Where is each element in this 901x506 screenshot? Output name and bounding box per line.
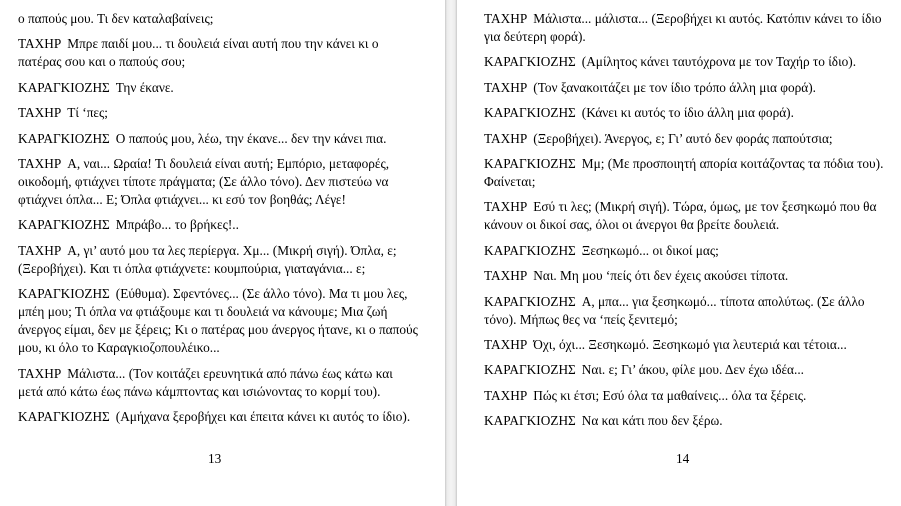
- dialogue-paragraph: [18, 216, 418, 234]
- page-right: [457, 0, 901, 506]
- dialogue-paragraph: [484, 361, 886, 379]
- dialogue-text: (Αμίλητος κάνει ταυτόχρονα με τον Ταχήρ το ίδιο).: [581, 54, 857, 70]
- speaker-name: ΚΑΡΑΓΚΙΟΖΗΣ: [484, 293, 576, 309]
- speaker-name: ΚΑΡΑΓΚΙΟΖΗΣ: [484, 362, 576, 378]
- speaker-name: ΤΑΧΗΡ: [484, 79, 528, 95]
- dialogue-paragraph: [18, 242, 418, 278]
- dialogue-text: Μάλιστα... μάλιστα... (Ξεροβήχει κι αυτός. Κατόπιν κάνει το ίδιο για δεύτερη φορά).: [484, 11, 882, 44]
- dialogue-text: Μπράβο... το βρήκες!..: [115, 217, 239, 233]
- dialogue-paragraph: [484, 198, 886, 234]
- dialogue-text: Να και κάτι που δεν ξέρω.: [581, 413, 723, 429]
- dialogue-text: Μμ; (Με προσποιητή απορία κοιτάζοντας τα πόδια του). Φαίνεται;: [484, 155, 884, 189]
- speaker-name: ΚΑΡΑΓΚΙΟΖΗΣ: [18, 79, 110, 95]
- speaker-name: ΤΑΧΗΡ: [484, 268, 528, 284]
- dialogue-paragraph: [484, 242, 886, 260]
- dialogue-paragraph: [484, 293, 886, 329]
- dialogue-text: (Κάνει κι αυτός το ίδιο άλλη μια φορά).: [581, 105, 794, 121]
- dialogue-paragraph: [484, 155, 886, 191]
- dialogue-text: Ναι. ε; Γι’ άκου, φίλε μου. Δεν έχω ιδέα...: [581, 362, 804, 378]
- dialogue-paragraph: [484, 10, 886, 46]
- dialogue-paragraph: [18, 130, 418, 148]
- dialogue-text: Α, ναι... Ωραία! Τι δουλειά είναι αυτή; Εμπόριο, μεταφορές, οικοδομή, φτιάχνει τίποτε πράγματα; (Σε άλλο τόνο). Δεν πιστεύω να φτιάχνει όπλα... Ε; Όπλα φτιάχνει... κι εσύ τον βοηθάς; Λέγε!: [18, 155, 390, 207]
- dialogue-paragraph: [484, 336, 886, 354]
- speaker-name: ΤΑΧΗΡ: [18, 242, 62, 258]
- speaker-name: ΤΑΧΗΡ: [18, 36, 62, 52]
- speaker-name: ΚΑΡΑΓΚΙΟΖΗΣ: [18, 286, 110, 302]
- speaker-name: ΚΑΡΑΓΚΙΟΖΗΣ: [484, 155, 576, 171]
- speaker-name: ΤΑΧΗΡ: [484, 199, 528, 215]
- dialogue-text: (Τον ξανακοιτάζει με τον ίδιο τρόπο άλλη μια φορά).: [533, 79, 816, 95]
- page-number: 14: [676, 451, 690, 466]
- dialogue-text: Α, μπα... για ξεσηκωμό... τίποτα απολύτως. (Σε άλλο τόνο). Μήπως θες να ‘πείς ξενιτεμό;: [484, 293, 865, 327]
- dialogue-paragraph: [484, 267, 886, 285]
- speaker-name: ΚΑΡΑΓΚΙΟΖΗΣ: [18, 408, 110, 424]
- speaker-name: ΚΑΡΑΓΚΙΟΖΗΣ: [484, 105, 576, 121]
- speaker-name: ΤΑΧΗΡ: [18, 155, 62, 171]
- dialogue-text: ο παπούς μου. Τι δεν καταλαβαίνεις;: [18, 11, 214, 26]
- dialogue-paragraph: [484, 79, 886, 97]
- dialogue-text: Εσύ τι λες; (Μικρή σιγή). Τώρα, όμως, με τον ξεσηκωμό που θα κάνουν οι δικοί σας, όλοι οι άνεργοι θα βρείτε δουλειά.: [484, 199, 877, 233]
- page-text: [484, 10, 886, 437]
- dialogue-paragraph: [18, 35, 418, 71]
- dialogue-text: Πώς κι έτσι; Εσύ όλα τα μαθαίνεις... όλα τα ξέρεις.: [533, 387, 807, 403]
- speaker-name: ΚΑΡΑΓΚΙΟΖΗΣ: [484, 413, 576, 429]
- dialogue-text: Μπρε παιδί μου... τι δουλειά είναι αυτή που την κάνει κι ο πατέρας σου και ο παπούς σου;: [18, 36, 379, 70]
- dialogue-paragraph: [484, 53, 886, 71]
- page-number: 13: [208, 451, 222, 466]
- dialogue-text: Τί ‘πες;: [67, 105, 108, 121]
- page-left: [0, 0, 445, 506]
- speaker-name: ΤΑΧΗΡ: [18, 105, 62, 121]
- dialogue-paragraph: [484, 412, 886, 430]
- dialogue-text: Α, γι’ αυτό μου τα λες περίεργα. Χμ... (Μικρή σιγή). Όπλα, ε; (Ξεροβήχει). Και τι όπλα φτιάχνετε: κουμπούρια, γιαταγάνια... ε;: [18, 242, 397, 276]
- dialogue-paragraph: [484, 130, 886, 148]
- dialogue-paragraph: [18, 104, 418, 122]
- dialogue-text: (Αμήχανα ξεροβήχει και έπειτα κάνει κι αυτός το ίδιο).: [115, 408, 411, 424]
- speaker-name: ΤΑΧΗΡ: [484, 11, 528, 26]
- speaker-name: ΚΑΡΑΓΚΙΟΖΗΣ: [18, 217, 110, 233]
- speaker-name: ΤΑΧΗΡ: [18, 365, 62, 381]
- dialogue-text: Ξεσηκωμό... οι δικοί μας;: [581, 242, 719, 258]
- dialogue-paragraph: [484, 387, 886, 405]
- page-gutter: [445, 0, 457, 506]
- dialogue-text: (Εύθυμα). Σφεντόνες... (Σε άλλο τόνο). Μα τι μου λες, μπέη μου; Τι όπλα να φτιάξουμε και τι δουλειά να κάνουμε; Μια ζωή άνεργος είμαι, δεν με ξέρεις; Κι ο πατέρας μου άνεργος ήτανε, κι ο παπούς μου, κι όλο το Καραγκιοζοπουλέικο...: [18, 286, 418, 356]
- dialogue-paragraph: [18, 365, 418, 401]
- dialogue-text: Μάλιστα... (Τον κοιτάζει ερευνητικά από πάνω έως κάτω και μετά από κάτω έως πάνω κάμπτοντας και ισιώνοντας το κορμί του).: [18, 365, 393, 399]
- dialogue-text: Όχι, όχι... Ξεσηκωμό. Ξεσηκωμό για λευτεριά και τέτοια...: [533, 336, 847, 352]
- dialogue-text: (Ξεροβήχει). Άνεργος, ε; Γι’ αυτό δεν φοράς παπούτσια;: [533, 130, 833, 146]
- dialogue-paragraph: [18, 79, 418, 97]
- speaker-name: ΚΑΡΑΓΚΙΟΖΗΣ: [484, 242, 576, 258]
- dialogue-paragraph: [18, 10, 418, 28]
- speaker-name: ΤΑΧΗΡ: [484, 130, 528, 146]
- speaker-name: ΚΑΡΑΓΚΙΟΖΗΣ: [18, 130, 110, 146]
- speaker-name: ΚΑΡΑΓΚΙΟΖΗΣ: [484, 54, 576, 70]
- dialogue-paragraph: [18, 408, 418, 426]
- dialogue-paragraph: [18, 155, 418, 209]
- dialogue-paragraph: [18, 285, 418, 357]
- dialogue-text: Την έκανε.: [115, 79, 174, 95]
- dialogue-paragraph: [484, 104, 886, 122]
- dialogue-text: Ναι. Μη μου ‘πείς ότι δεν έχεις ακούσει τίποτα.: [533, 268, 789, 284]
- page-text: [18, 10, 418, 433]
- speaker-name: ΤΑΧΗΡ: [484, 336, 528, 352]
- speaker-name: ΤΑΧΗΡ: [484, 387, 528, 403]
- dialogue-text: Ο παπούς μου, λέω, την έκανε... δεν την κάνει πια.: [115, 130, 387, 146]
